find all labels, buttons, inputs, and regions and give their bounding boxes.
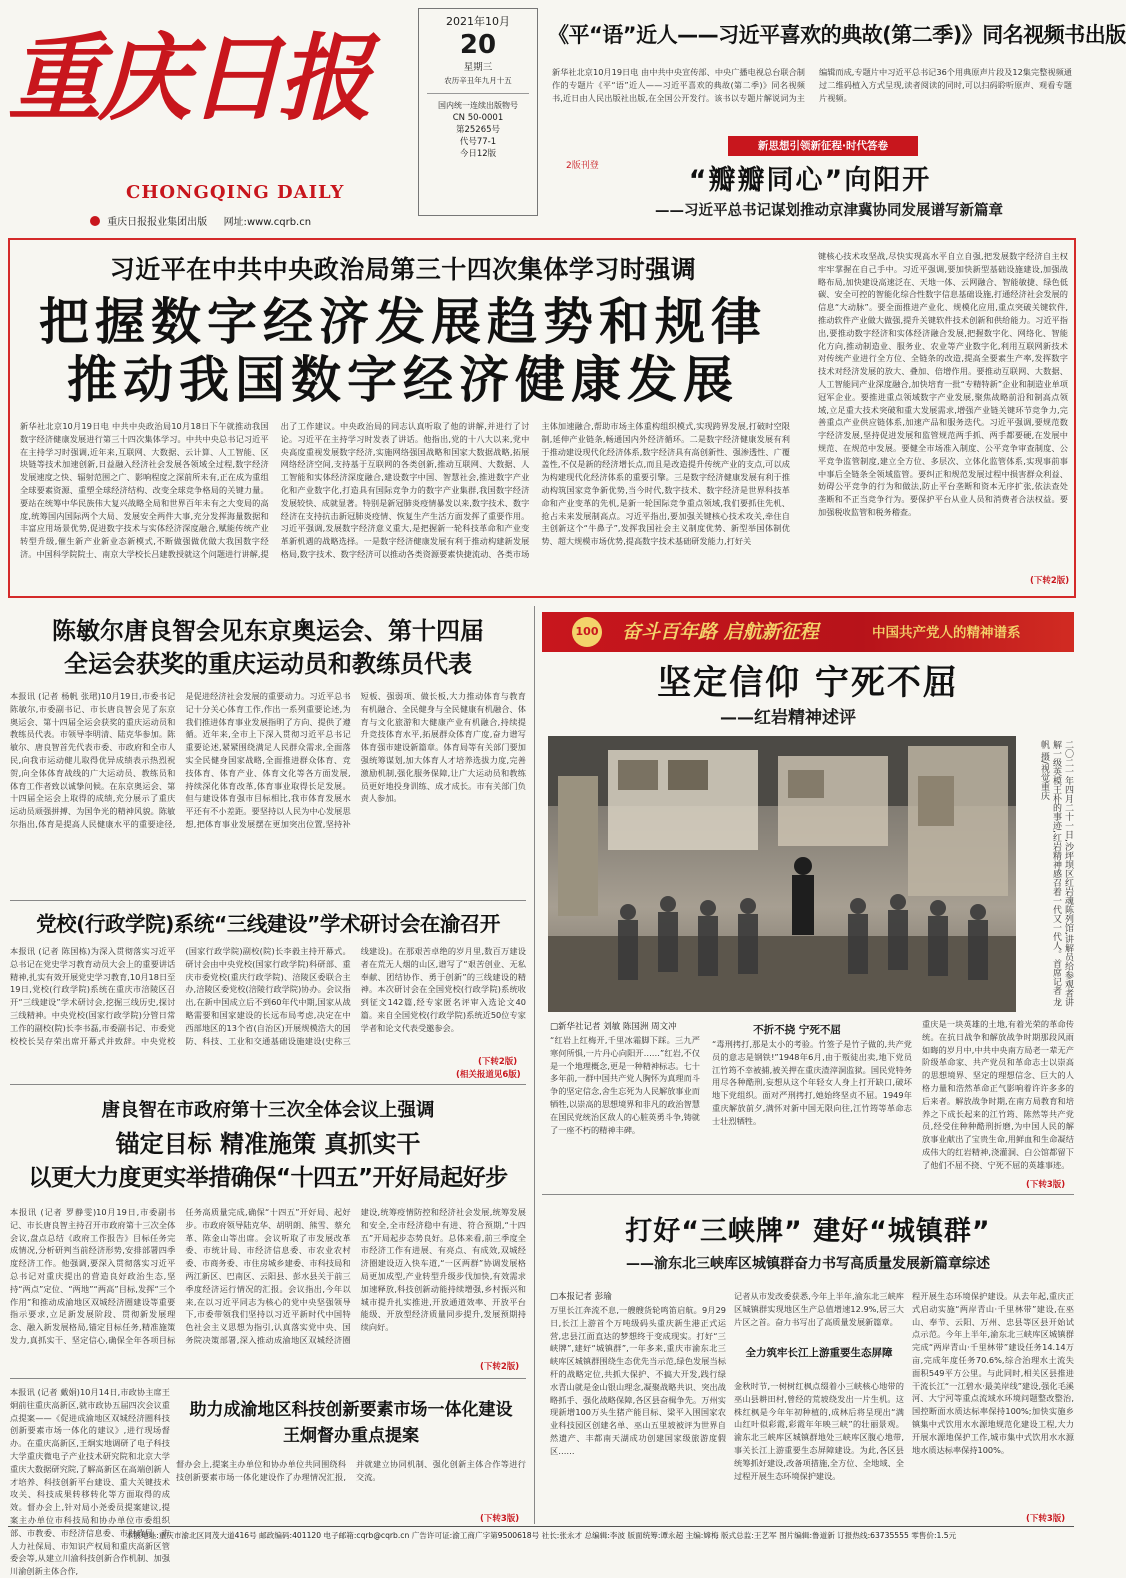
govt-headline-2: 以更大力度更实举措确保“十四五”开好局起好步 [28,1165,508,1191]
hongyan-body-2: “毒刑拷打,那是太小的考验。竹签子是竹子做的,共产党员的意志是钢铁!”1948年6月,由于叛徒出卖,地下党员江竹筠不幸被捕,被关押在重庆渣滓洞监狱。国民党特务用尽各种酷刑,妄想从这个年轻女人身上打开缺口,破坏地下党组织。面对严刑拷打,她始终坚贞不屈。1949年重庆解放前夕,满怀对新中国无限向往,江竹筠等革命志士壮烈牺牲。 [712,1039,912,1126]
sci-headline-1: 助力成渝地区科技创新要素市场一体化建设 [189,1400,513,1420]
top-story-headline: 《平“语”近人——习近平喜欢的典故(第二季)》同名视频书出版 [548,23,1126,47]
sci-headline-2: 王炯督办重点提案 [283,1426,419,1446]
hongyan-photo [548,736,1016,1012]
hongyan-banner-main: 奋斗百年路 启航新征程 [622,621,819,643]
publisher-logo-icon [90,216,100,226]
govt-body: 本报讯 (记者 罗静雯)10月19日,市委副书记、市长唐良智主持召开市政府第十三次全体会议,盘点总结《政府工作报告》目标任务完成情况,分析研判当前经济形势,安排部署四季度经济工作。他强调,要深入贯彻落实习近平总书记对重庆提出的营造良好政治生态,坚持“两点”定位、“两地”“两高”目标,发挥“三个作用”和推动成渝地区双城经济圈建设等重要指示要求,立足新发展阶段、贯彻新发展理念、融入新发展格局,锚定目标任务,精准施策发力,真抓实干、坚定信心,确保全年各项目标任务高质量完成,确保“十四五”开好局、起好步。市政府领导陆克华、胡明朗、熊雪、蔡允革、陈金山等出席。会议听取了市发展改革委、市统计局、市经济信息委、市农业农村委、市商务委、市住房城乡建委、市科技局和两江新区、巴南区、云阳县、彭水县关于前三季度经济运行情况的汇报。会议指出,今年以来,在以习近平同志为核心的党中央坚强领导下,市委带领我们坚持以习近平新时代中国特色社会主义思想为指引,认真落实党中央、国务院决策部署,深入推动成渝地区双城经济圈建设,统筹疫情防控和经济社会发展,统筹发展和安全,全市经济稳中有进、符合预期,“十四五”开局起步态势良好。总体来看,前三季度全市经济工作有进展、有亮点、有成效,双城经济圈建设迈入快车道,“一区两群”协调发展格局更加成型,产业转型升级步伐加快,有效需求加速释放,科技创新动能持续增强,乡村振兴和城市提升扎实推进,开放通道效率、开放平台能级、开放型经济质量同步提升,发展预期持续向好。 [10,1207,526,1345]
teaser-banner: 新思想引领新征程·时代答卷 [728,136,918,156]
issue-number: 第25265号 [455,125,501,135]
masthead-subtitle: CHONGQING DAILY [126,182,345,203]
centenary-badge: 100 [572,617,602,647]
hongyan-banner [542,612,1074,652]
sanxian-body: 本报讯 (记者 陈国栋)为深入贯彻落实习近平总书记在党史学习教育动员大会上的重要讲话精神,扎实有效开展党史学习教育,10月18日至19日,党校(行政学院)系统在重庆市涪陵区召开“三线建设”学术研讨会,挖掘三线历史,探讨三线精神。中央党校(国家行政学院)分管日常工作的副校(院)长李书磊,市委副书记、市委党校校长吴存荣出席开幕式并致辞。中央党校(国家行政学院)副校(院)长李毅主持开幕式。研讨会由中央党校(国家行政学院)科研部、重庆市委党校(重庆行政学院)、涪陵区委联合主办,涪陵区委党校(涪陵行政学院)协办。会议指出,在新中国成立后不到60年代中期,国家从战略需要和国家建设的长远布局考虑,决定在中西部地区的13个省(自治区)开展规模浩大的国防、科技、工业和交通基础设施建设(史称三线建设)。在那艰苦卓绝的岁月里,数百万建设者在荒无人烟的山区,谱写了“艰苦创业、无私奉献、团结协作、勇于创新”的三线建设的精神。本次研讨会在全国党校(行政学院)系统收到征文142篇,经专家匿名评审入选论文40篇。来自全国党校(行政学院)系统近50位专家学者和论文代表受邀参会。 [10,946,526,1046]
sanxia-subhead: 全力筑牢长江上游重要生态屏障 [745,1347,893,1359]
sanxian-continued[interactable]: (下转2版) [478,1057,518,1067]
footer-info: 本报地址:重庆市渝北区同茂大道416号 邮政编码:401120 电子邮箱:cqrb@cqrb.cn 广告许可证:渝工商广字第9500618号 社长:张永才 总编辑:李波 版面统筹:谭永超 主编:嫦梅 版式总监:王艺军 图片编辑:鲁道新 订报热线:63735555 零售价:1.5元 [125,1531,957,1540]
website-label: 网址: [223,217,247,228]
sanxia-headline: 打好“三峡牌” 建好“城镇群” [625,1216,991,1247]
sanxian-related[interactable]: (相关报道见6版) [456,1070,521,1080]
sanxian-headline: 党校(行政学院)系统“三线建设”学术研讨会在渝召开 [36,912,500,936]
website-link[interactable]: www.cqrb.cn [246,217,312,228]
date-day: 20 [459,30,497,60]
hongyan-body-3: 重庆是一块英雄的土地,有着光荣的革命传统。在抗日战争和解放战争时期那段风雨如晦的岁月中,中共中央南方局老一辈无产阶级革命家、共产党员和革命志士以崇高的思想境界、坚定的理想信念、巨大的人格力量和浩然革命正气影响着许许多多的后来者。解放战争时期,在南方局教育和培养之下成长起来的江竹筠、陈然等共产党员,经受住种种酷刑折磨,为中国人民的解放事业献出了宝贵生命,用鲜血和生命凝结成伟大的红岩精神,浇灌洞、白公馆都留下了他们不屈不挠、宁死不屈的英雄事迹。 [922,1019,1074,1170]
sci-body: 本报讯 (记者 戴娟)10月14日,市政协主席王炯前往重庆高新区,就市政协五届四次会议重点提案——《促进成渝地区双城经济圈科技创新要素市场一体化的建议》,进行现场督办。在重庆高新区,王炯实地调研了电子科技大学重庆微电子产业技术研究院和北京大学重庆大数据研究院,了解高新区在高端创新人才培养、科技创新平台建设、重大关键技术攻关、科技成果转移转化等方面取得的成效。督办会上,针对局小尧委员提案建议,提案主办单位市科技局和协办单位市委组织部、市教委、市经济信息委、市财政局、市人力社保局、市知识产权局和重庆高新区管委会等,从建立川渝科技创新合作机制、加强川渝创新主体合作, [10,1387,170,1577]
sanxia-body-4: 程开展生态环境保护建设。从去年起,重庆正式启动实施“两岸青山·千里林带”建设,在巫山、奉节、云阳、万州、忠县等区县开始试点示范。今年上半年,渝东北三峡库区城镇群完成“两岸青山·千里林带”建设任务14.14万亩,完成年度任务70.6%,综合治理水土流失面积549平方公里。与此同时,相关区县推进干流长江“一江碧水·最美岸线”建设,强化毛溪河、大宁河等重点流域水环境问题整改整治,国控断面水质达标率保持100%;加快实施乡镇集中式饮用水水源地规范化建设工程,大力开展水源地保护工作,城市集中式饮用水水源地水质达标率保持100%。 [912,1291,1074,1455]
lead-headline-2: 推动我国数字经济健康发展 [67,351,739,409]
exhibition-hall-illustration [548,736,1016,1012]
date-box [418,8,538,216]
date-weekday: 星期三 [463,62,493,73]
hongyan-byline: □新华社记者 刘敏 陈国洲 周文冲 [550,1022,677,1032]
serial-label: 国内统一连续出版物号 [438,101,518,110]
top-story-text: 新华社北京10月19日电 由中共中央宣传部、中央广播电视总台联合制作的专题片《平“语”近人——习近平喜欢的典故(第二季)》同名视频书,近日由人民出版社出版,在全国公开发行。该书以专题片解说词为主编辑而成,专题片中习近平总书记36个用典原声片段及12集完整视频通过二维码植入方式呈现,读者阅读的同时,可以扫码聆听原声、观看专题片视频。 [552,67,1072,103]
cn-number: CN 50-0001 [452,113,504,123]
lead-headline-1: 把握数字经济发展趋势和规律 [39,293,767,351]
date-year-month: 2021年10月 [446,15,510,28]
postal-code: 代号77-1 [459,137,497,147]
sports-headline-1: 陈敏尔唐良智会见东京奥运会、第十四届 [52,617,484,645]
divider [10,900,526,901]
sanxia-body-1: 万里长江奔流不息,一艘艘货轮鸣笛启航。9月29日,长江上游首个万吨级码头重庆新生港正式运营,忠县江面直达的梦想终于变成现实。打好“三峡牌”,建好“城镇群”,一年多来,重庆市渝东北三峡库区城镇群围绕生态优先当示范,绿色发展当标杆的战略定位,共抓大保护、不搞大开发,践行绿水青山就是金山银山理念,凝聚战略共识、突出战略抓手、强化战略保障,各区县奋楫争先。万州实现新增100万头生猪产能目标、梁平入围国家农业科技园区创建名单、巫山五里坡被评为世界自然遗产、丰都南天湖成功创建国家级旅游度假区…… [550,1305,726,1456]
sci-body-cont: 督办会上,提案主办单位和协办单位共同围绕科技创新要素市场一体化建设作了办理情况汇报,并就建立协同机制、强化创新主体合作等进行交流。 [176,1459,526,1482]
footer-rule [8,1526,1074,1527]
lead-continued[interactable]: (下转2版) [1030,576,1070,586]
hongyan-photo-caption: 二〇二一年四月二十一日,沙坪坝区红岩魂陈列馆,讲解员给参观者讲解一级英模王朴的事迹,红岩精神感召着一代又一代人。首席记者 龙帆 摄/视觉重庆 [1039,740,1073,1007]
hongyan-body-1: “红岩上红梅开,千里冰霜脚下踩。三九严寒何所惧,一片丹心向阳开……”红岩,不仅是一个地理概念,更是一种精神标志。七十多年前,一群中国共产党人胸怀为真理而斗争的坚定信念,舍生忘死为人民解放事业而牺牲,以崇高的思想境界和非凡的政治智慧在国民党统治区敌人的心脏英勇斗争,铸就了一座不朽的精神丰碑。 [550,1035,700,1135]
govt-kicker: 唐良智在市政府第十三次全体会议上强调 [101,1100,435,1121]
lead-body-main: 新华社北京10月19日电 中共中央政治局10月18日下午就推动我国数字经济健康发展进行第三十四次集体学习。中共中央总书记习近平在主持学习时强调,近年来,互联网、大数据、云计算、人工智能、区块链等技术加速创新,日益融入经济社会发展各领域全过程,数字经济发展速度之快、辐射范围之广、影响程度之深前所未有,正在成为重组全球要素资源、重塑全球经济结构、改变全球竞争格局的关键力量。要站在统筹中华民族伟大复兴战略全局和世界百年未有之大变局的高度,统筹国内国际两个大局、发展安全两件大事,充分发挥海量数据和丰富应用场景优势,促进数字技术与实体经济深度融合,赋能传统产业转型升级,催生新产业新业态新模式,不断做强做优做大我国数字经济。中国科学院院士、南京大学校长吕建教授就这个问题进行讲解,提出了工作建议。中央政治局的同志认真听取了他的讲解,并进行了讨论。习近平在主持学习时发表了讲话。他指出,党的十八大以来,党中央高度重视发展数字经济,实施网络强国战略和国家大数据战略,拓展网络经济空间,支持基于互联网的各类创新,推动互联网、大数据、人工智能和实体经济深度融合,建设数字中国、智慧社会,推进数字产业化和产业数字化,打造具有国际竞争力的数字产业集群,我国数字经济发展较快、成就显著。特别是新冠肺炎疫情暴发以来,数字技术、数字经济在支持抗击新冠肺炎疫情、恢复生产生活方面发挥了重要作用。习近平强调,发展数字经济意义重大,是把握新一轮科技革命和产业变革新机遇的战略选择。一是数字经济健康发展有利于推动构建新发展格局,数字技术、数字经济可以推动各类资源要素快捷流动、各类市场主体加速融合,帮助市场主体重构组织模式,实现跨界发展,打破时空限制,延伸产业链条,畅通国内外经济循环。二是数字经济健康发展有利于推动建设现代化经济体系,数字经济具有高创新性、强渗透性、广覆盖性,不仅是新的经济增长点,而且是改造提升传统产业的支点,可以成为构建现代化经济体系的重要引擎。三是数字经济健康发展有利于推动构筑国家竞争新优势,当今时代,数字技术、数字经济是世界科技革命和产业变革的先机,是新一轮国际竞争重点领域,我们要抓住先机、抢占未来发展制高点。习近平指出,要加强关键核心技术攻关,牵住自主创新这个“牛鼻子”,发挥我国社会主义制度优势、新型举国体制优势、超大规模市场优势,提高数字技术基础研发能力,打好关 [20,421,790,559]
hongyan-banner-sub: 中国共产党人的精神谱系 [872,625,1021,641]
masthead [8,4,408,234]
lead-body-right: 键核心技术攻坚战,尽快实现高水平自立自强,把发展数字经济自主权牢牢掌握在自己手中。习近平强调,要加快新型基础设施建设,加强战略布局,加快建设高速泛在、天地一体、云网融合、智能敏捷、绿色低碳、安全可控的智能化综合性数字信息基础设施,打通经济社会发展的信息“大动脉”。要全面推进产业化、规模化应用,重点突破关键软件,推动软件产业做大做强,提升关键软件技术创新和供给能力。习近平指出,要推动数字经济和实体经济融合发展,把握数字化、网络化、智能化方向,推动制造业、服务业、农业等产业数字化,利用互联网新技术对传统产业进行全方位、全链条的改造,提高全要素生产率,发挥数字技术对经济发展的放大、叠加、倍增作用。要推动互联网、大数据、人工智能同产业深度融合,加快培育一批“专精特新”企业和制造业单项冠军企业。要推进重点领域数字产业发展,聚焦战略前沿和制高点领域,立足重大技术突破和重大发展需求,增强产业链关键环节竞争力,完善重点产业供应链体系,加速产品和服务迭代。习近平强调,要规范数字经济发展,坚持促进发展和监管规范两手抓、两手都要硬,在发展中规范、在规范中发展。要健全市场准入制度、公平竞争审查制度、公平竞争监管制度,建立全方位、多层次、立体化监管体系,实现事前事中事后全链条全领域监管。要纠正和规范发展过程中损害群众利益、妨碍公平竞争的行为和做法,防止平台垄断和资本无序扩张,依法查处垄断和不正当竞争行为。要保护平台从业人员和消费者合法权益。要加强税收监管和税务稽查。 [818,251,1068,517]
hongyan-headline: 坚定信仰 宁死不屈 [657,663,959,703]
sanxia-continued[interactable]: (下转3版) [1026,1514,1066,1524]
teaser-headline: “瓣瓣同心”向阳开 [688,165,932,196]
masthead-title: 重庆日报 [8,24,369,134]
sanxia-subtitle: ——渝东北三峡库区城镇群奋力书写高质量发展新篇章综述 [626,1256,990,1272]
divider [542,1194,1074,1195]
divider [10,1084,526,1085]
lead-kicker: 习近平在中共中央政治局第三十四次集体学习时强调 [109,255,697,284]
page-count: 今日12版 [459,149,497,159]
govt-continued[interactable]: (下转2版) [480,1362,520,1372]
column-divider [534,606,535,1524]
publisher-name: 重庆日报报业集团出版 [107,217,208,228]
teaser-page-tag: 2版刊登 [566,161,599,171]
hongyan-continued[interactable]: (下转3版) [1026,1180,1066,1190]
hongyan-subhead: 不折不挠 宁死不屈 [753,1024,841,1036]
sports-body: 本报讯 (记者 杨帆 张珺)10月19日,市委书记陈敏尔,市委副书记、市长唐良智会见了东京奥运会、第十四届全运会获奖的重庆运动员和教练员代表。市领导李明清、陆克华参加。陈敏尔、唐良智首先代表市委、市政府和全市人民,向我市运动健儿取得优异成绩表示热烈祝贺,向全体体育战线的广大运动员、教练员和体育工作者致以诚挚问候。在东京奥运会、第十四届全运会上取得的成绩,充分展示了重庆运动员顽强拼搏、为国争光的精神风貌。陈敏尔指出,体育是提高人民健康水平的重要途径,是促进经济社会发展的重要动力。习近平总书记十分关心体育工作,作出一系列重要论述,为我们推进体育事业发展指明了方向、提供了遵循。近年来,全市上下深入贯彻习近平总书记重要论述,紧紧围绕满足人民群众需求,全面落实全民健身国家战略,全面推进群众体育、竞技体育、体育产业、体育文化等各方面发展,持续深化体育改革,体育事业取得长足发展。但与建设体育强市目标相比,我市体育发展水平还有不小差距。要坚持以人民为中心发展思想,把体育事业发展摆在更加突出位置,坚持补短板、强弱项、做长板,大力推动体育与教育有机融合、全民健身与全民健康有机融合、体育与文化旅游和大健康产业有机融合,持续提升竞技体育水平,拓展群众体育广度,奋力谱写体育强市建设新篇章。体育局等有关部门要加强统筹谋划,加大体育人才培养选拔力度,完善激励机制,强化服务保障,让广大运动员和教练员更好地投身训练、成才成长。市有关部门负责人参加。 [10,691,526,829]
sanxia-byline: □本报记者 彭瑜 [550,1292,612,1302]
teaser-subtitle: ——习近平总书记谋划推动京津冀协同发展谱写新篇章 [655,203,1003,219]
govt-headline-1: 锚定目标 精准施策 真抓实干 [115,1130,421,1158]
date-lunar: 农历辛丑年九月十五 [444,76,512,85]
sports-headline-2: 全运会获奖的重庆运动员和教练员代表 [64,650,472,678]
sci-continued[interactable]: (下转3版) [480,1514,520,1524]
sanxia-body-2: 记者从市发改委获悉,今年上半年,渝东北三峡库区城镇群实现地区生产总值增速12.9%,居三大片区之首。奋力书写出了高质量发展新篇章。 [734,1291,904,1327]
hongyan-subtitle: ——红岩精神述评 [720,708,856,728]
sanxia-body-3: 金秋时节,一树树红枫点缀着小三峡核心地带的巫山县耕田村,曾经的荒坡绕发出一片生机。这株红枫是今年年初种植的,成林后将呈现出“满山红叶似彩霞,彩霞年年映三峡”的壮丽景观。渝东北三峡库区城镇群地处三峡库区腹心地带,事关长江上游重要生态屏障建设。为此,各区县统筹抓好建设,改备项措施,全方位、全地域、全过程开展生态环境保护建设。 [734,1381,904,1481]
divider [10,1378,526,1379]
